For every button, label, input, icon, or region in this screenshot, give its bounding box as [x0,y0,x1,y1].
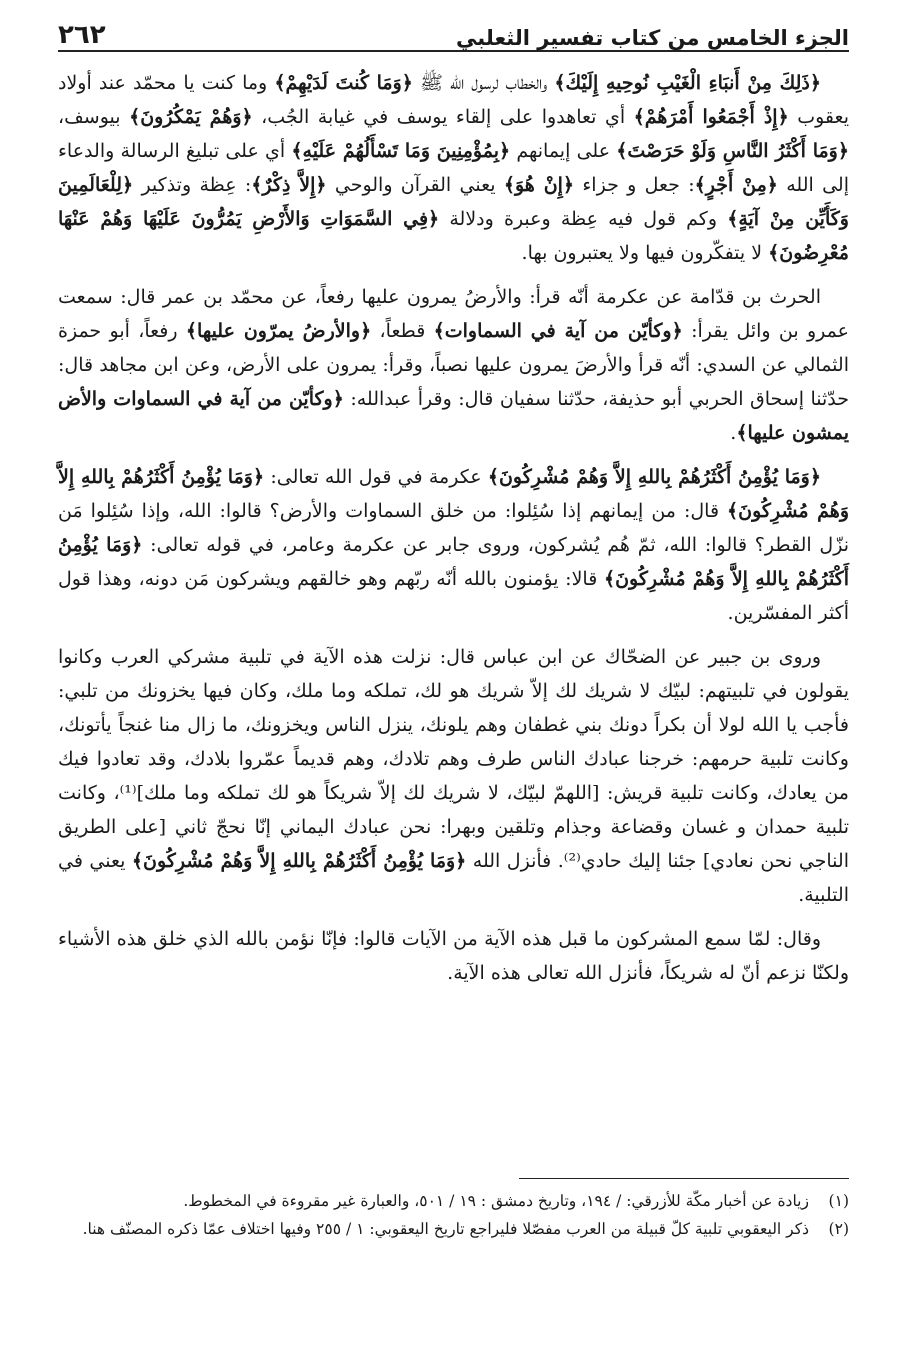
commentary-text: وقال: لمّا سمع المشركون ما قبل هذه الآية من الآيات قالوا: فإنّا نؤمن بالله الذي خلق هذه الأشياء ولكنّا نزعم أنّ له شريكاً، فأنزل الله تعالى هذه الآية. [58,928,849,984]
commentary-text: يعني القرآن والوحي [326,174,504,196]
body-text [58,66,849,990]
footnote [58,1217,849,1241]
quran-verse: ﴿إِذْ أَجْمَعُوا أَمْرَهُمْ﴾ [633,106,789,128]
quran-verse: ﴿وَمَا كُنتَ لَدَيْهِمْ﴾ [274,72,413,94]
footnote-text: زيادة عن أخبار مكّة للأزرقي: / ١٩٤، وتاريخ دمشق : ١٩ / ٥٠١، والعبارة غير مقروءة في المخطوط. [183,1192,809,1210]
paragraph [58,66,849,270]
quran-verse: ﴿وَهُمْ يَمْكُرُونَ﴾ [129,106,253,128]
footnotes [58,1178,849,1245]
quran-verse: ﴿وَمَا يُؤْمِنُ أَكْثَرُهُمْ بِاللهِ إِلاَّ وَهُمْ مُشْرِكُونَ﴾ [58,534,849,590]
footnote-number: (٢) [828,1220,849,1238]
quran-verse: ﴿ذَلِكَ مِنْ أَنبَاءِ الْغَيْبِ نُوحِيهِ إِلَيْكَ﴾ [554,72,822,94]
commentary-text: قال: من إيمانهم إذا سُئِلوا: من خلق السماوات والأرض؟ قالوا: الله، وإذا سُئِلوا مَن نزّل القطر؟ قالوا: الله، ثمّ هُم يُشركون، وروى جابر عن عكرمة وعامر، في قوله تعالى: [58,500,850,556]
quran-verse: ﴿وَمَا أَكْثَرُ النَّاسِ وَلَوْ حَرَصْتَ﴾ [616,140,849,162]
footnote-text: ذكر اليعقوبي تلبية كلّ قبيلة من العرب مفصّلا فليراجع تاريخ اليعقوبي: ١ / ٢٥٥ وفيها اختلاف عمّا ذكره المصنّف هنا. [82,1220,809,1238]
footnote-divider [519,1178,849,1179]
commentary-text: : جعل و جزاء [574,174,695,196]
page-header [58,0,849,52]
commentary-text: : عِظة وتذكير [133,174,252,196]
commentary-text: رفعاً، أبو حمزة الثمالي عن السدي: أنّه قرأ والأرضَ يمرون عليها نصباً، وقرأ: يمرون على الأرض، وعن ابن مجاهد قال: حدّثنا إسحاق الحربي أبو حذيفة، حدّثنا سفيان قال: وقرأ عبدالله: [58,320,849,410]
commentary-text: وروى بن جبير عن الضحّاك عن ابن عباس قال: نزلت هذه الآية في تلبية مشركي العرب وكانوا يقولون في تلبيتهم: لبيّك لا شريك لك إلاّ شريك هو لك، تملكه وما ملك، وكان فيها يخزونك من تلبي: فأجب يا الله لولا أن بكراً دونك بني غطفان وهم يلونك، ينزل الناس ويخزونك، ما زال منا غنجاً يأتونك، وكانت تلبية حرمهم: خرجنا عبادك الناس طرف وهم تلادك، وهم قديماً عمّروا بلادك، وقد تعادوا فيك من يعادك، وكانت تلبية قريش: [اللهمّ لبيّك، لا شريك لك إلاّ شريكاً هو لك تملكه وما ملك]⁽¹⁾، وكانت تلبية حمدان و غسان وقضاعة وجذام وتلقين وبهرا: نحن عبادك اليماني إنّا نحجّ ثاني [على الطريق الناجي نحن نعادي] جئنا إليك حادي⁽²⁾. فأنزل الله [58,646,849,872]
footnote [58,1189,849,1213]
commentary-text: وما كنت يا محمّد عند أولاد يعقوب [58,72,849,128]
commentary-text: أي تعاهدوا على إلقاء يوسف في غيابة الجُب، [252,106,634,128]
commentary-text: . [730,422,737,444]
page-number: ٢٦٢ [58,20,106,50]
commentary-text: قطعاً، [371,320,434,342]
commentary-text: بيوسف، [58,106,130,128]
quran-verse: ﴿وكأيّن من آية في السماوات والأض يمشون عليها﴾ [58,388,849,444]
running-title: الجزء الخامس من كتاب تفسير الثعلبي [456,26,849,50]
quran-verse: ﴿إِلاَّ ذِكْرٌ﴾ [251,174,327,196]
commentary-text: أي على تبليغ الرسالة والدعاء إلى الله [58,140,850,196]
commentary-text: يعني في التلبية. [58,850,849,906]
commentary-text: وكم قول فيه عِظة وعبرة ودلالة [439,208,728,230]
commentary-text: الحرث بن قدّامة عن عكرمة أنّه قرأ: والأرضُ يمرون عليها رفعاً، عن محمّد بن عمر قال: سمعت عمرو بن وائل يقرأ: [58,286,849,342]
quran-verse: ﴿والأرضُ يمرّون عليها﴾ [185,320,372,342]
paragraph [58,922,849,990]
paragraph [58,280,849,450]
commentary-text: عكرمة في قول الله تعالى: [264,466,488,488]
quran-verse: ﴿بِمُؤْمِنِينَ وَمَا تَسْأَلُهُمْ عَلَيْهِ﴾ [291,140,511,162]
quran-verse: ﴿وكأيّن من آية في السماوات﴾ [433,320,683,342]
quran-verse: ﴿إِنْ هُوَ﴾ [503,174,575,196]
quran-verse: ﴿وَمَا يُؤْمِنُ أَكْثَرُهُمْ بِاللهِ إِلاَّ وَهُمْ مُشْرِكُونَ﴾ [58,466,849,522]
commentary-text: قالا: يؤمنون بالله أنّه ربّهم وهو خالقهم ويشركون مَن دونه، وهذا قول أكثر المفسّرين. [58,568,849,624]
quran-verse: ﴿وَمَا يُؤْمِنُ أَكْثَرُهُمْ بِاللهِ إِلاَّ وَهُمْ مُشْرِكُونَ﴾ [131,850,467,872]
commentary-text: والخطاب لرسول الله ﷺ [412,72,555,94]
commentary-text: لا يتفكّرون فيها ولا يعتبرون بها. [521,242,769,264]
commentary-text: على إيمانهم [510,140,617,162]
quran-verse: ﴿فِي السَّمَوَاتِ وَالأَرْضِ يَمُرُّونَ عَلَيْهَا وَهُمْ عَنْهَا مُعْرِضُونَ﴾ [58,208,849,264]
quran-verse: ﴿مِنْ أَجْرٍ﴾ [694,174,778,196]
paragraph [58,640,849,912]
quran-verse: ﴿لِلْعَالَمِينَ وَكَأَيِّن مِنْ آيَةٍ﴾ [58,174,849,230]
footnote-number: (١) [828,1192,849,1210]
quran-verse: ﴿وَمَا يُؤْمِنُ أَكْثَرُهُمْ بِاللهِ إِلاَّ وَهُمْ مُشْرِكُونَ﴾ [487,466,821,488]
paragraph [58,460,849,630]
